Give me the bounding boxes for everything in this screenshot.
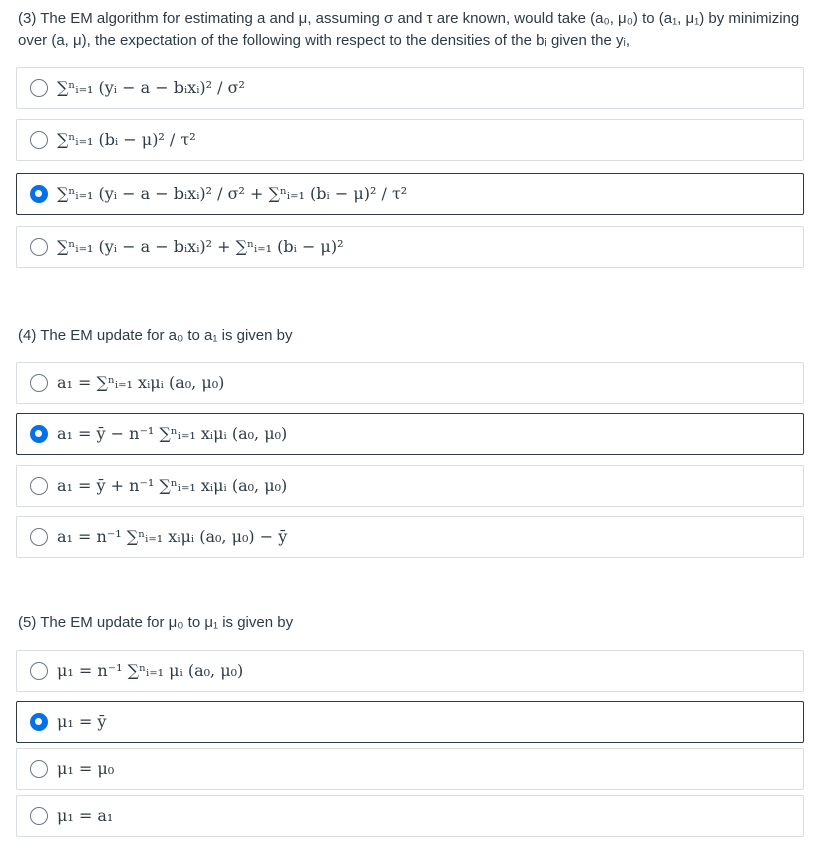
radio-button-selected[interactable]	[30, 185, 48, 203]
radio-button[interactable]	[30, 528, 48, 546]
radio-button[interactable]	[30, 79, 48, 97]
radio-button[interactable]	[30, 662, 48, 680]
q5-option-1[interactable]	[16, 650, 804, 692]
q3-option-2[interactable]	[16, 119, 804, 161]
option-formula: ∑ⁿᵢ₌₁ (yᵢ − a − bᵢxᵢ)² + ∑ⁿᵢ₌₁ (bᵢ − μ)²	[57, 237, 344, 256]
question-5-prompt: (5) The EM update for μ₀ to μ₁ is given by	[18, 614, 294, 631]
q3-option-1[interactable]	[16, 67, 804, 109]
radio-button[interactable]	[30, 807, 48, 825]
option-formula: a₁ = ∑ⁿᵢ₌₁ xᵢμᵢ (a₀, μ₀)	[57, 373, 225, 392]
option-formula: μ₁ = a₁	[57, 806, 114, 825]
option-formula: a₁ = ȳ + n⁻¹ ∑ⁿᵢ₌₁ xᵢμᵢ (a₀, μ₀)	[57, 476, 288, 495]
q4-option-3[interactable]	[16, 465, 804, 507]
q3-option-3[interactable]	[16, 173, 804, 215]
option-formula: ∑ⁿᵢ₌₁ (bᵢ − μ)² / τ²	[57, 130, 196, 149]
option-formula: a₁ = n⁻¹ ∑ⁿᵢ₌₁ xᵢμᵢ (a₀, μ₀) − ȳ	[57, 527, 288, 546]
question-3-prompt: (3) The EM algorithm for estimating a and μ, assuming σ and τ are known, would take (a₀, μ₀) to (a₁, μ₁) by minimizing over (a, μ), the expectation of the following with respect to the densities of the bᵢ given the yᵢ,	[18, 10, 800, 49]
radio-button[interactable]	[30, 238, 48, 256]
radio-button[interactable]	[30, 374, 48, 392]
option-formula: μ₁ = n⁻¹ ∑ⁿᵢ₌₁ μᵢ (a₀, μ₀)	[57, 661, 244, 680]
q5-option-4[interactable]	[16, 795, 804, 837]
option-formula: ∑ⁿᵢ₌₁ (yᵢ − a − bᵢxᵢ)² / σ² + ∑ⁿᵢ₌₁ (bᵢ − μ)² / τ²	[57, 184, 408, 203]
option-formula: μ₁ = ȳ	[57, 712, 107, 731]
q4-option-1[interactable]	[16, 362, 804, 404]
q5-option-3[interactable]	[16, 748, 804, 790]
q5-option-2[interactable]	[16, 701, 804, 743]
option-formula: μ₁ = μ₀	[57, 759, 115, 778]
radio-button-selected[interactable]	[30, 713, 48, 731]
radio-button[interactable]	[30, 760, 48, 778]
option-formula: a₁ = ȳ − n⁻¹ ∑ⁿᵢ₌₁ xᵢμᵢ (a₀, μ₀)	[57, 424, 288, 443]
question-4-prompt: (4) The EM update for a₀ to a₁ is given by	[18, 327, 293, 344]
radio-button-selected[interactable]	[30, 425, 48, 443]
q4-option-2[interactable]	[16, 413, 804, 455]
radio-button[interactable]	[30, 131, 48, 149]
q4-option-4[interactable]	[16, 516, 804, 558]
q3-option-4[interactable]	[16, 226, 804, 268]
radio-button[interactable]	[30, 477, 48, 495]
option-formula: ∑ⁿᵢ₌₁ (yᵢ − a − bᵢxᵢ)² / σ²	[57, 78, 245, 97]
